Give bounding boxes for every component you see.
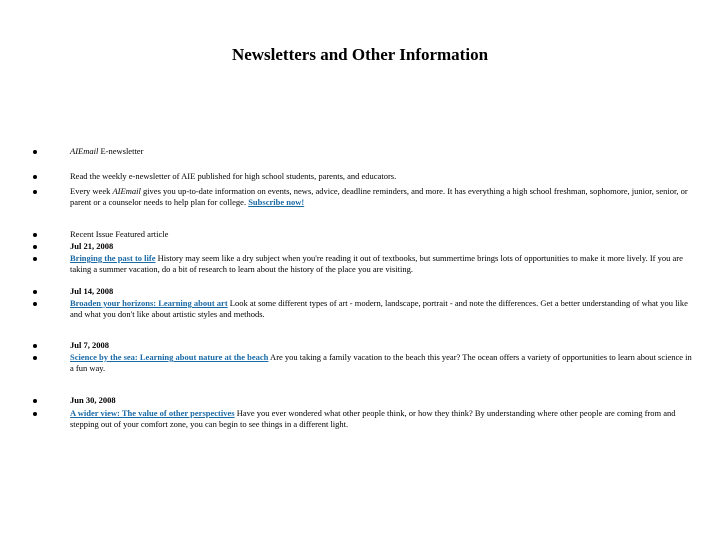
bullet-icon (33, 302, 37, 306)
list-item-newsletter-name (33, 146, 693, 157)
article-text: History may seem like a dry subject when you're reading it out of textbooks, but summertime brings lots of opportunities to make it more lively. If you are taking a summer vacation, do a bit of research to learn about the history of the place you are visiting. (70, 253, 683, 275)
list-item-article (33, 352, 693, 374)
bullet-icon (33, 412, 37, 416)
article-date: Jul 21, 2008 (70, 241, 114, 251)
list-item-article (33, 253, 693, 275)
bullet-icon (33, 190, 37, 194)
newsletter-desc-pre: Every week (70, 186, 113, 196)
article-text: Look at some different types of art - modern, landscape, portrait - and note the differences. Get a better understanding of what you like and what you don't like about artistic styles and methods. (70, 298, 688, 320)
bullet-icon (33, 245, 37, 249)
list-item-article (33, 298, 693, 320)
list-item-newsletter-intro (33, 171, 693, 182)
article-date: Jun 30, 2008 (70, 395, 116, 405)
newsletter-desc-post: gives you up-to-date information on events, news, advice, deadline reminders, and more. It has everything a high school freshman, sophomore, junior, senior, or parent or a counselor needs to help plan for college. (70, 186, 688, 208)
newsletter-label: E-newsletter (98, 146, 144, 156)
bullet-icon (33, 344, 37, 348)
subscribe-link[interactable]: Subscribe now! (248, 197, 305, 208)
article-date: Jul 14, 2008 (70, 286, 114, 296)
bullet-icon (33, 233, 37, 237)
list-item-article-date (33, 340, 693, 351)
article-text: Have you ever wondered what other people think, or how they think? By understanding where other people are coming from and stepping out of your comfort zone, you can begin to see things in a different light. (70, 408, 676, 430)
article-link[interactable]: Broaden your horizons: Learning about art (70, 298, 228, 308)
bullet-icon (33, 356, 37, 360)
bullet-icon (33, 290, 37, 294)
article-link[interactable]: Bringing the past to life (70, 253, 156, 263)
article-link[interactable]: A wider view: The value of other perspectives (70, 408, 235, 418)
article-link[interactable]: Science by the sea: Learning about nature at the beach (70, 352, 269, 362)
bullet-icon (33, 175, 37, 179)
newsletter-desc-name: AIEmail (112, 186, 141, 196)
article-date: Jul 7, 2008 (70, 340, 109, 350)
page-title: Newsletters and Other Information (231, 45, 489, 64)
bullet-icon (33, 399, 37, 403)
newsletter-name: AIEmail (70, 146, 99, 156)
list-item-article-date (33, 286, 693, 297)
list-item-article (33, 408, 693, 430)
list-item-article-date (33, 395, 693, 406)
newsletter-intro: Read the weekly e-newsletter of AIE published for high school students, parents, and educators. (70, 171, 397, 181)
bullet-icon (33, 150, 37, 154)
list-item-recent-issue (33, 229, 693, 240)
list-item-article-date (33, 241, 693, 252)
list-item-newsletter-description (33, 186, 693, 208)
recent-issue-label: Recent Issue Featured article (70, 229, 169, 239)
article-text: Are you taking a family vacation to the beach this year? The ocean offers a variety of opportunities to learn about science in a fun way. (70, 352, 692, 374)
bullet-icon (33, 257, 37, 261)
